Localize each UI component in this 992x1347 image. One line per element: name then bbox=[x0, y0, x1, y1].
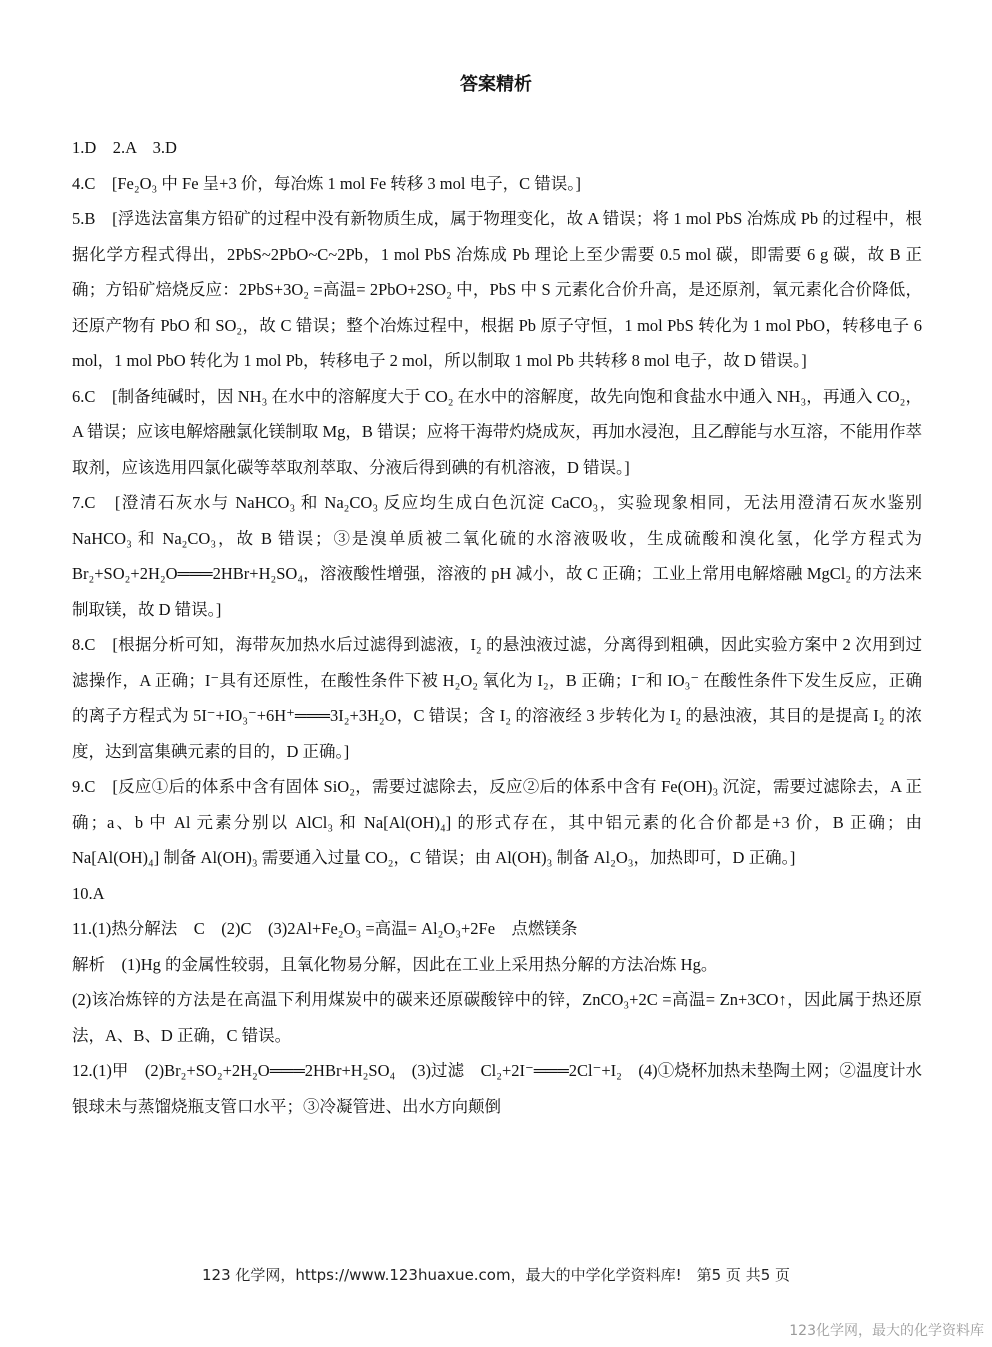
answer-9: 9.C [反应①后的体系中含有固体 SiO₂，需要过滤除去，反应②后的体系中含有 Fe(OH)₃ 沉淀，需要过滤除去，A 正确；a、b 中 Al 元素分别以 AlCl₃ 和 Na[Al(OH)₄] 的形式存在，其中铝元素的化合价都是+3 价，B 正确；由 Na[Al(OH)₄] 制备 Al(OH)₃ 需要通入过量 CO₂，C 错误；由 Al(OH)₃ 制备 Al₂O₃，加热即可，D 正确。] bbox=[72, 777, 922, 867]
answer-12: 12.(1)甲 (2)Br₂+SO₂+2H₂O═══2HBr+H₂SO₄ (3)过滤 Cl₂+2I⁻═══2Cl⁻+I₂ (4)①烧杯加热未垫陶土网；②温度计水银球未与蒸馏烧瓶支管口水平；③冷凝管进、出水方向颠倒 bbox=[72, 1061, 922, 1116]
answer-5: 5.B [浮选法富集方铅矿的过程中没有新物质生成，属于物理变化，故 A 错误；将 1 mol PbS 冶炼成 Pb 的过程中，根据化学方程式得出，2PbS~2PbO~C~2Pb，1 mol PbS 冶炼成 Pb 理论上至少需要 0.5 mol 碳，即需要 6 g 碳，故 B 正确；方铅矿焙烧反应：2PbS+3O₂ =高温= 2PbO+2SO₂ 中，PbS 中 S 元素化合价升高，是还原剂，氧元素化合价降低，还原产物有 PbO 和 SO₂，故 C 错误；整个冶炼过程中，根据 Pb 原子守恒，1 mol PbS 转化为 1 mol PbO，转移电子 6 mol，1 mol PbO 转化为 1 mol Pb，转移电子 2 mol，所以制取 1 mol Pb 共转移 8 mol 电子，故 D 错误。] bbox=[72, 209, 922, 370]
answer-8: 8.C [根据分析可知，海带灰加热水后过滤得到滤液，I₂ 的悬浊液过滤，分离得到粗碘，因此实验方案中 2 次用到过滤操作，A 正确；I⁻具有还原性，在酸性条件下被 H₂O₂ 氧化为 I₂，B 正确；I⁻和 IO₃⁻ 在酸性条件下发生反应，正确的离子方程式为 5I⁻+IO₃⁻+6H⁺═══3I₂+3H₂O，C 错误；含 I₂ 的溶液经 3 步转化为 I₂ 的悬浊液，其目的是提高 I₂ 的浓度，达到富集碘元素的目的，D 正确。] bbox=[72, 635, 922, 761]
page-title: 答案精析 bbox=[460, 74, 532, 95]
answer-10: 10.A bbox=[72, 883, 105, 903]
answer-7: 7.C [澄清石灰水与 NaHCO₃ 和 Na₂CO₃ 反应均生成白色沉淀 CaCO₃，实验现象相同，无法用澄清石灰水鉴别 NaHCO₃ 和 Na₂CO₃，故 B 错误；③是溴单质被二氧化硫的水溶液吸收，生成硫酸和溴化氢，化学方程式为 Br₂+SO₂+2H₂O═══2HBr+H₂SO₄，溶液酸性增强，溶液的 pH 减小，故 C 正确；工业上常用电解熔融 MgCl₂ 的方法来制取镁，故 D 错误。] bbox=[72, 493, 922, 619]
answer-11: 11.(1)热分解法 C (2)C (3)2Al+Fe₂O₃ =高温= Al₂O₃+2Fe 点燃镁条 bbox=[72, 919, 578, 938]
answer-4: 4.C [Fe₂O₃ 中 Fe 呈+3 价，每冶炼 1 mol Fe 转移 3 mol 电子，C 错误。] bbox=[72, 173, 581, 193]
page-footer: 123 化学网，https://www.123huaxue.com，最大的中学化学资料库! 第5 页 共5 页 bbox=[201, 1266, 791, 1284]
answer-6: 6.C [制备纯碱时，因 NH₃ 在水中的溶解度大于 CO₂ 在水中的溶解度，故先向饱和食盐水中通入 NH₃，再通入 CO₂，A 错误；应该电解熔融氯化镁制取 Mg，B 错误；应将干海带灼烧成灰，再加水浸泡，且乙醇能与水互溶，不能用作萃取剂，应该选用四氯化碳等萃取剂萃取、分液后得到碘的有机溶液，D 错误。] bbox=[72, 386, 922, 477]
answer-1-3: 1.D 2.A 3.D bbox=[72, 138, 177, 157]
answer-11-analysis-2: (2)该冶炼锌的方法是在高温下利用煤炭中的碳来还原碳酸锌中的锌，ZnCO₃+2C =高温= Zn+3CO↑，因此属于热还原法，A、B、D 正确，C 错误。 bbox=[72, 990, 922, 1045]
watermark-text: 123化学网，最大的化学资料库 bbox=[789, 1323, 984, 1339]
answer-list bbox=[72, 130, 922, 1124]
answer-11-analysis-1: 解析 (1)Hg 的金属性较弱，且氧化物易分解，因此在工业上采用热分解的方法冶炼 Hg。 bbox=[72, 954, 718, 974]
